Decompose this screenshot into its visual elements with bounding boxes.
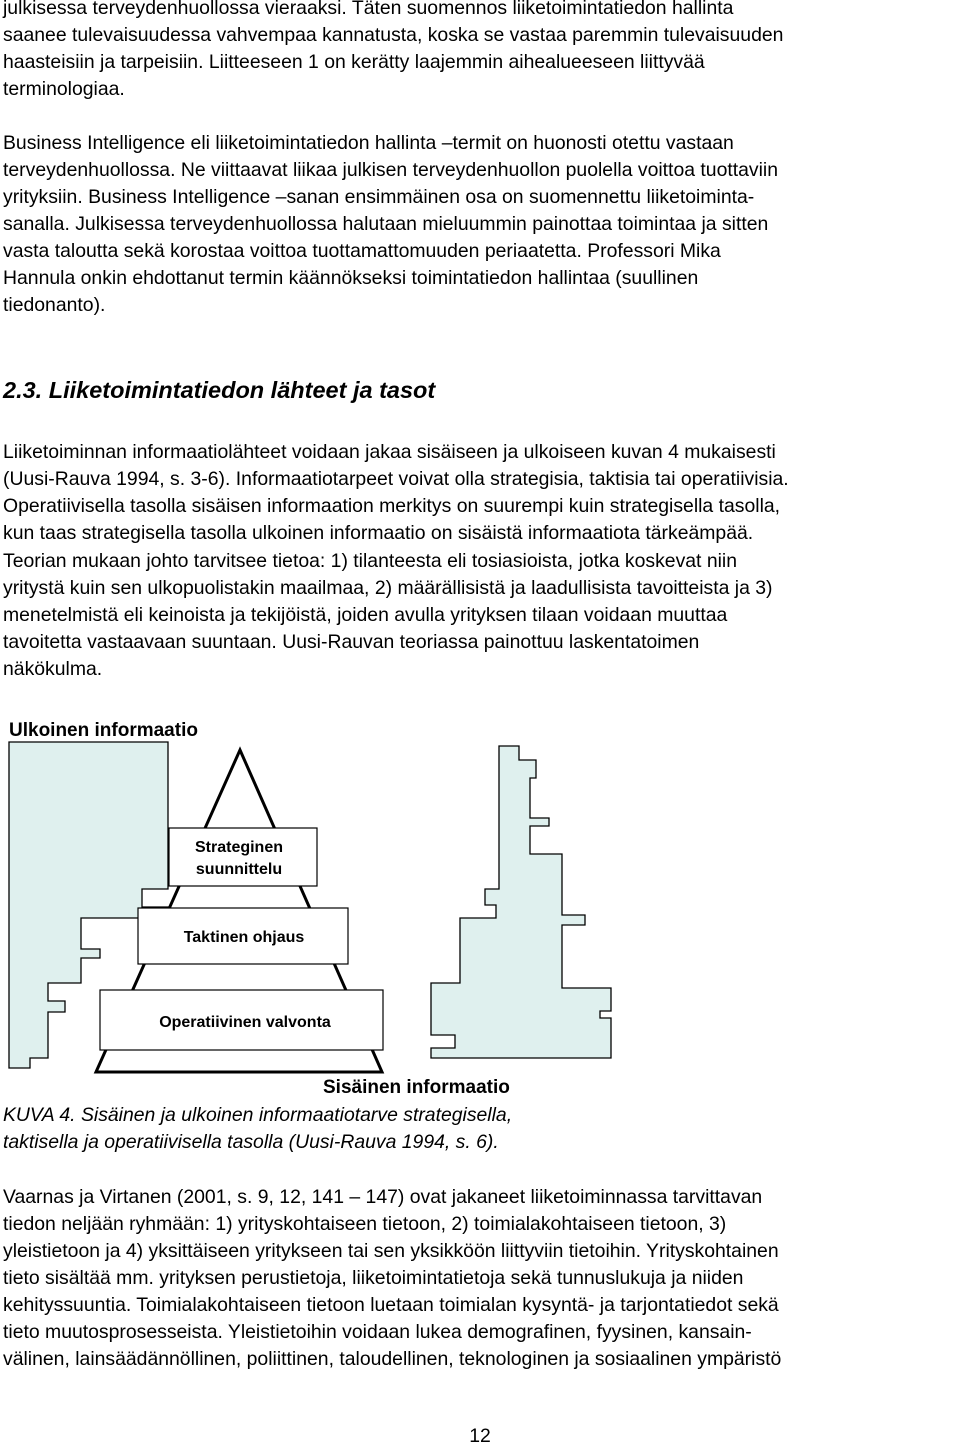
bi-paragraph-line: yrityksiin. Business Intelligence –sanan ensimmäinen osa on suomennettu liiketoiminta- [3, 186, 755, 208]
closing-paragraph-line: tieto sisältää mm. yrityksen perustietoja, liiketoimintatietoja sekä tunnuslukuja ja niiden [3, 1267, 744, 1289]
section-paragraph-line: Teorian mukaan johto tarvitsee tietoa: 1) tilanteesta eli tosiasioista, jotka koskevat niin [3, 550, 738, 572]
closing-paragraph-line: tieto muutosprosesseista. Yleistietoihin voidaan lukea demografinen, fyysinen, kansain- [3, 1321, 752, 1343]
section-paragraph-line: (Uusi-Rauva 1994, s. 3-6). Informaatiotarpeet voivat olla strategisia, taktisia tai operatiivisia. [3, 468, 789, 490]
tactical-level-label: Taktinen ohjaus [183, 929, 305, 946]
closing-paragraph-line: tiedon neljään ryhmään: 1) yrityskohtaiseen tietoon, 2) toimialakohtaiseen tietoon, 3) [3, 1213, 727, 1235]
section-paragraph-line: Operatiivisella tasolla sisäisen informaation merkitys on suurempi kuin strategisella tasolla, [3, 495, 781, 517]
operational-level-label: Operatiivinen valvonta [159, 1014, 331, 1031]
bi-paragraph-line: tiedonanto). [3, 294, 106, 316]
intro-line: saanee tulevaisuudessa vahvempaa kannatusta, koska se vastaa paremmin tulevaisuuden [3, 24, 784, 46]
bi-paragraph-line: sanalla. Julkisessa terveydenhuollossa halutaan mieluummin painottaa toimintaa ja sitten [3, 213, 769, 235]
figure-caption: taktisella ja operatiivisella tasolla (Uusi-Rauva 1994, s. 6). [3, 1131, 499, 1153]
closing-paragraph-line: välinen, lainsäädännöllinen, poliittinen, taloudellinen, teknologinen ja sosiaalinen ympäristö [3, 1348, 782, 1370]
section-paragraph-line: tavoitetta vastaavaan suuntaan. Uusi-Rauvan teoriassa painottuu laskentatoimen [3, 631, 700, 653]
bi-paragraph-line: Business Intelligence eli liiketoimintatiedon hallinta –termit on huonosti otettu vastaan [3, 132, 734, 154]
bi-paragraph-line: vasta taloutta sekä korostaa voittoa tuottamattomuuden periaatetta. Professori Mika [3, 240, 721, 262]
closing-paragraph-line: Vaarnas ja Virtanen (2001, s. 9, 12, 141 – 147) ovat jakaneet liiketoiminnassa tarvittavan [3, 1186, 763, 1208]
section-paragraph-line: näkökulma. [3, 658, 103, 680]
section-paragraph-line: Liiketoiminnan informaatiolähteet voidaan jakaa sisäiseen ja ulkoiseen kuvan 4 mukaisesti [3, 441, 776, 463]
figure-caption: KUVA 4. Sisäinen ja ulkoinen informaatiotarve strategisella, [3, 1104, 513, 1126]
section-paragraph-line: yritystä kuin sen ulkopuolistakin maailmaa, 2) määrällisistä ja laadullisista tavoitteista ja 3) [3, 577, 773, 599]
internal-information-block [431, 746, 611, 1058]
strategic-level-label: Strateginen [194, 839, 284, 856]
page-number: 12 [469, 1425, 491, 1447]
closing-paragraph-line: kehityssuuntia. Toimialakohtaiseen tietoon luetaan toimialan kysyntä- ja tarjontatiedot sekä [3, 1294, 779, 1316]
closing-paragraph-line: yleistietoon ja 4) yksittäiseen yritykseen tai sen yksikköön liittyviin tietoihin. Yrityskohtainen [3, 1240, 779, 1262]
intro-line: julkisessa terveydenhuollossa vieraaksi. Täten suomennos liiketoimintatiedon hallinta [3, 0, 734, 19]
section-paragraph-line: menetelmistä eli keinoista ja tekijöistä, joiden avulla yrityksen tilaan voidaan muuttaa [3, 604, 728, 626]
information-pyramid-figure [0, 708, 960, 1108]
strategic-level-label: suunnittelu [195, 861, 283, 878]
bi-paragraph-line: terveydenhuollossa. Ne viittaavat liikaa julkisen terveydenhuollon puolella voittoa tuottaviin [3, 159, 779, 181]
section-heading: 2.3. Liiketoimintatiedon lähteet ja tasot [3, 377, 436, 403]
internal-information-label: Sisäinen informaatio [323, 1077, 510, 1098]
external-information-label: Ulkoinen informaatio [9, 720, 198, 741]
intro-line: terminologiaa. [3, 78, 125, 100]
bi-paragraph-line: Hannula onkin ehdottanut termin käännökseksi toimintatiedon hallintaa (suullinen [3, 267, 699, 289]
section-paragraph-line: kun taas strategisella tasolla ulkoinen informaatio on sisäistä informaatiota tärkeämpää. [3, 522, 754, 544]
intro-line: haasteisiin ja tarpeisiin. Liitteeseen 1 on kerätty laajemmin aihealueeseen liittyvää [3, 51, 705, 73]
